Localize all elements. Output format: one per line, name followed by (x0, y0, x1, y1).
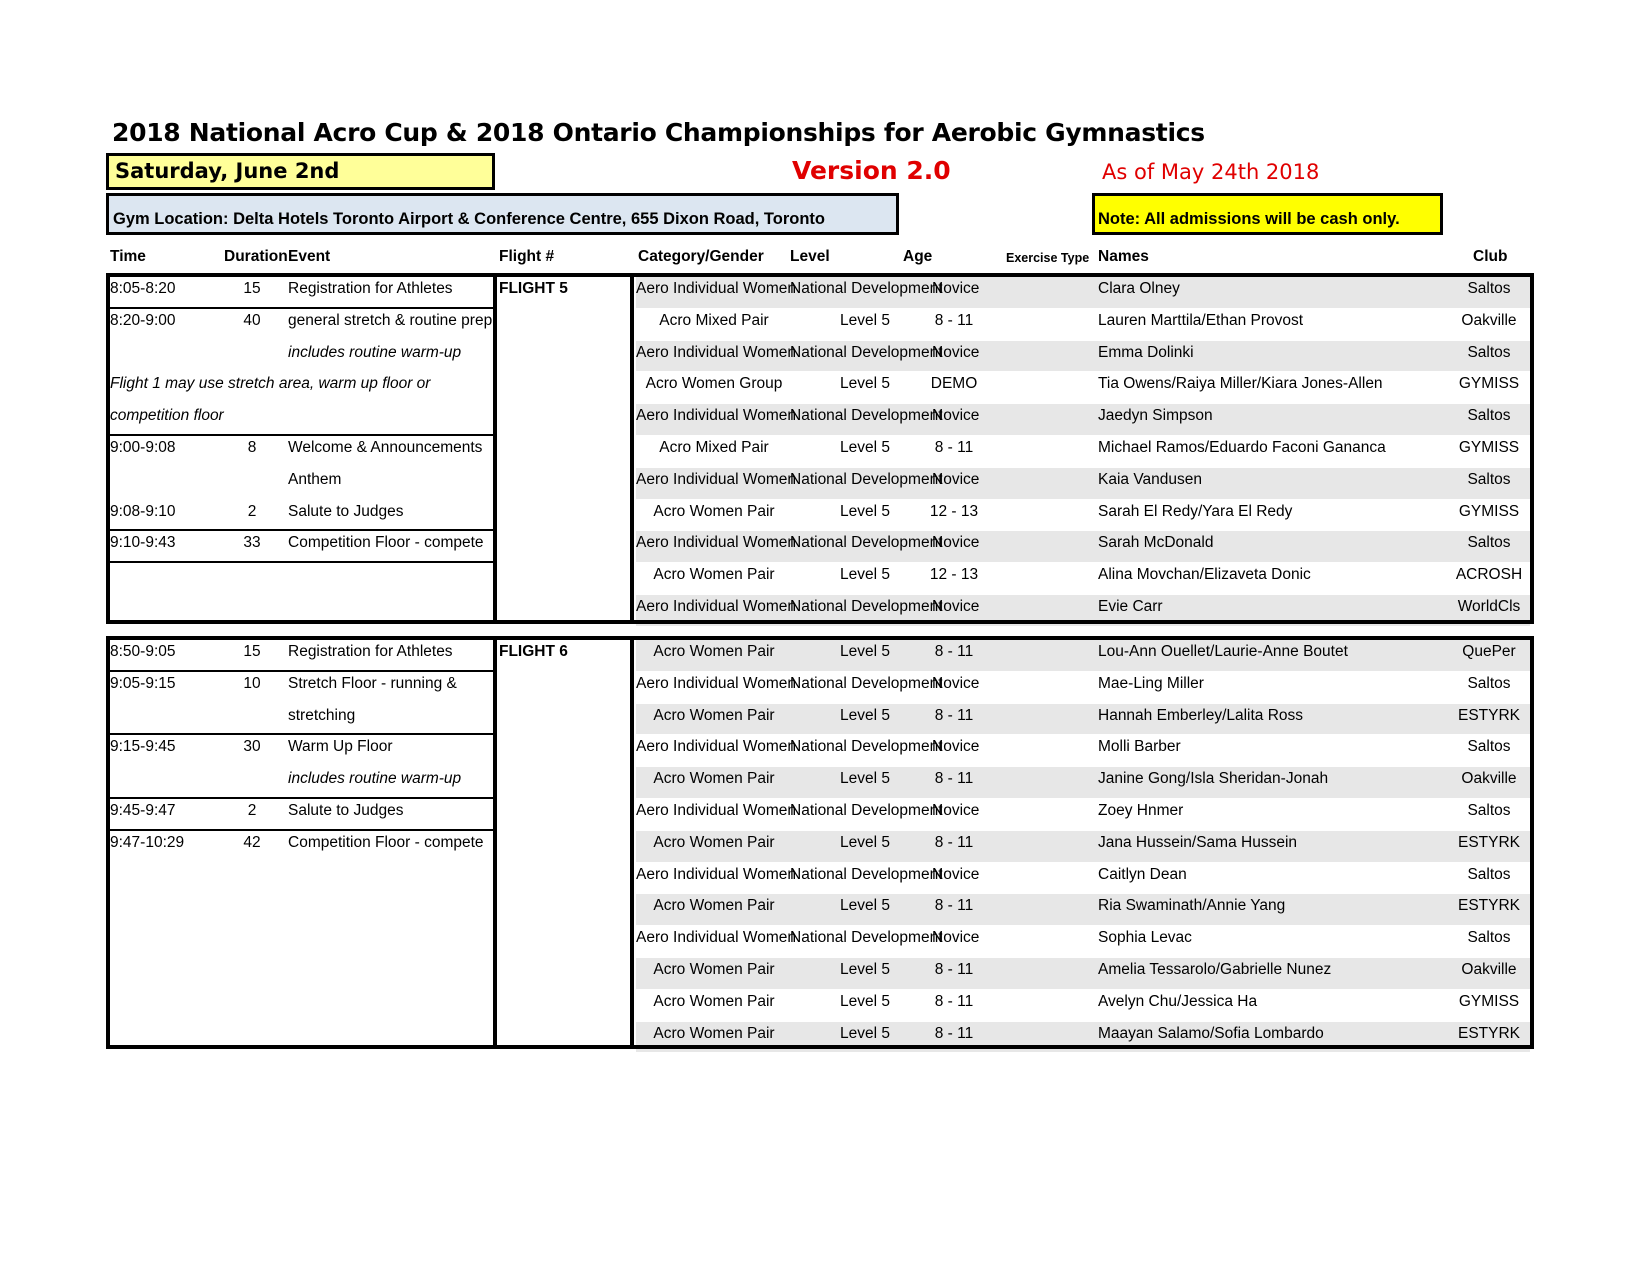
entry-club: Saltos (1467, 802, 1511, 819)
entry-club: Saltos (1467, 674, 1511, 692)
entry-age: 8 - 11 (934, 770, 974, 788)
entry-level: Level 5 (840, 706, 890, 724)
entry-level: Level 5 (840, 643, 890, 660)
entry-club: Saltos (1467, 407, 1511, 425)
entry-club: GYMISS (1458, 375, 1520, 393)
entry-category: Aero Individual Women (636, 929, 796, 947)
entry-age: 8 - 11 (934, 706, 974, 724)
entry-names: Janine Gong/Isla Sheridan-Jonah (1098, 770, 1329, 788)
entry-club: GYMISS (1458, 992, 1520, 1010)
schedule-note: Flight 1 may use stretch area, warm up floor or (110, 375, 431, 393)
schedule-time: 8:20-9:00 (110, 311, 176, 329)
header-category: Category/Gender (638, 248, 764, 265)
entry-names: Tia Owens/Raiya Miller/Kiara Jones-Allen (1098, 375, 1383, 393)
entry-level: National Development (790, 407, 943, 425)
schedule-event: includes routine warm-up (288, 343, 462, 361)
schedule-event: Competition Floor - compete (288, 534, 484, 552)
entry-category: Acro Women Pair (653, 770, 775, 788)
entry-club: ESTYRK (1457, 1024, 1520, 1042)
header-age: Age (903, 248, 933, 265)
entry-age: 8 - 11 (934, 1024, 974, 1042)
admission-note: Note: All admissions will be cash only. (1092, 193, 1443, 235)
schedule-separator (106, 733, 495, 735)
entry-names: Zoey Hnmer (1098, 802, 1184, 819)
entry-category: Aero Individual Women (636, 407, 796, 425)
entry-level: National Development (790, 929, 943, 947)
entry-club: Oakville (1461, 961, 1517, 978)
entry-level: National Development (790, 598, 943, 615)
entry-age: 12 - 13 (929, 566, 979, 584)
entry-category: Acro Women Pair (653, 992, 775, 1010)
entry-club: ACROSH (1455, 566, 1523, 584)
entry-level: Level 5 (840, 897, 890, 915)
entry-level: Level 5 (840, 566, 890, 584)
entry-names: Lauren Marttila/Ethan Provost (1098, 311, 1304, 329)
entry-level: National Development (790, 865, 943, 883)
entry-age: Novice (932, 343, 980, 361)
entry-names: Emma Dolinki (1098, 343, 1194, 361)
entry-names: Sarah McDonald (1098, 534, 1214, 552)
gym-location: Gym Location: Delta Hotels Toronto Airport & Conference Centre, 655 Dixon Road, Toronto (106, 193, 899, 235)
entry-club: Oakville (1461, 311, 1517, 329)
entry-names: Jaedyn Simpson (1098, 407, 1213, 425)
flight-label: FLIGHT 5 (499, 280, 568, 297)
entry-age: Novice (932, 865, 980, 883)
header-duration: Duration (224, 248, 288, 265)
schedule-event: Salute to Judges (288, 502, 404, 520)
entry-category: Aero Individual Women (636, 598, 796, 615)
entry-age: Novice (932, 534, 980, 552)
entry-age: Novice (932, 470, 980, 488)
entry-level: Level 5 (840, 502, 890, 520)
entry-club: Saltos (1467, 470, 1511, 488)
schedule-separator (106, 529, 495, 531)
header-level: Level (790, 248, 830, 265)
schedule-event: stretching (288, 706, 356, 724)
header-flight: Flight # (499, 248, 555, 265)
entry-names: Jana Hussein/Sama Hussein (1098, 833, 1298, 851)
entry-names: Ria Swaminath/Annie Yang (1098, 897, 1286, 915)
entry-club: ESTYRK (1457, 833, 1520, 851)
entry-club: Saltos (1467, 929, 1511, 947)
entry-club: ESTYRK (1457, 897, 1520, 915)
as-of-date: As of May 24th 2018 (1102, 160, 1320, 184)
header-club: Club (1473, 248, 1508, 265)
entry-level: Level 5 (840, 311, 890, 329)
header-exercise-type: Exercise Type (1006, 251, 1090, 265)
schedule-duration: 8 (247, 439, 257, 456)
schedule-separator (106, 829, 495, 831)
entry-category: Aero Individual Women (636, 674, 796, 692)
flight-label: FLIGHT 6 (499, 643, 568, 660)
header-event: Event (288, 248, 331, 265)
column-divider (630, 273, 634, 624)
header-names: Names (1098, 248, 1149, 265)
entry-level: National Development (790, 280, 943, 297)
schedule-event: Warm Up Floor (288, 738, 393, 756)
schedule-duration: 15 (243, 643, 261, 660)
schedule-duration: 15 (243, 280, 261, 297)
schedule-duration: 2 (247, 802, 257, 819)
schedule-time: 8:05-8:20 (110, 280, 176, 297)
entry-names: Mae-Ling Miller (1098, 674, 1204, 692)
schedule-time: 9:00-9:08 (110, 439, 176, 456)
schedule-time: 9:05-9:15 (110, 674, 176, 692)
entry-age: 8 - 11 (934, 643, 974, 660)
schedule-event: Salute to Judges (288, 802, 404, 819)
entry-level: Level 5 (840, 1024, 890, 1042)
entry-names: Sarah El Redy/Yara El Redy (1098, 502, 1293, 520)
entry-category: Acro Women Pair (653, 643, 775, 660)
entry-names: Molli Barber (1098, 738, 1181, 756)
entry-club: WorldCls (1457, 598, 1521, 615)
entry-level: National Development (790, 534, 943, 552)
entry-names: Caitlyn Dean (1098, 865, 1187, 883)
entry-names: Lou-Ann Ouellet/Laurie-Anne Boutet (1098, 643, 1348, 660)
entry-category: Acro Mixed Pair (659, 439, 769, 456)
schedule-duration: 40 (243, 311, 261, 329)
schedule-separator (106, 307, 495, 309)
entry-category: Acro Women Pair (653, 961, 775, 978)
schedule-time: 9:47-10:29 (110, 833, 185, 851)
entry-age: Novice (932, 674, 980, 692)
entry-club: Saltos (1467, 280, 1511, 297)
schedule-duration: 42 (243, 833, 261, 851)
entry-category: Acro Women Pair (653, 566, 775, 584)
entry-category: Acro Mixed Pair (659, 311, 769, 329)
schedule-time: 9:08-9:10 (110, 502, 176, 520)
entry-level: National Development (790, 738, 943, 756)
entry-names: Michael Ramos/Eduardo Faconi Gananca (1098, 439, 1386, 456)
entry-club: GYMISS (1458, 502, 1520, 520)
event-date: Saturday, June 2nd (106, 153, 495, 190)
schedule-duration: 2 (247, 502, 257, 520)
entry-age: Novice (932, 280, 980, 297)
column-divider (630, 636, 634, 1049)
entry-age: 12 - 13 (929, 502, 979, 520)
entry-age: 8 - 11 (934, 439, 974, 456)
schedule-event: Registration for Athletes (288, 280, 453, 297)
header-time: Time (110, 248, 146, 265)
entry-category: Aero Individual Women (636, 802, 796, 819)
entry-level: National Development (790, 470, 943, 488)
entry-category: Aero Individual Women (636, 280, 796, 297)
entry-names: Avelyn Chu/Jessica Ha (1098, 992, 1258, 1010)
entry-names: Alina Movchan/Elizaveta Donic (1098, 566, 1311, 584)
entry-names: Kaia Vandusen (1098, 470, 1202, 488)
entry-category: Acro Women Pair (653, 502, 775, 520)
schedule-time: 8:50-9:05 (110, 643, 176, 660)
entry-age: Novice (932, 407, 980, 425)
entry-category: Aero Individual Women (636, 470, 796, 488)
entry-age: 8 - 11 (934, 897, 974, 915)
column-divider (493, 273, 497, 624)
schedule-separator (106, 670, 495, 672)
entry-club: ESTYRK (1457, 706, 1520, 724)
entry-category: Aero Individual Women (636, 534, 796, 552)
schedule-duration: 10 (243, 674, 261, 692)
schedule-note: competition floor (110, 407, 224, 425)
entry-names: Maayan Salamo/Sofia Lombardo (1098, 1024, 1324, 1042)
entry-age: Novice (932, 738, 980, 756)
entry-category: Acro Women Pair (653, 833, 775, 851)
entry-names: Clara Olney (1098, 280, 1180, 297)
entry-age: Novice (932, 802, 980, 819)
schedule-separator (106, 561, 495, 563)
schedule-event: Registration for Athletes (288, 643, 453, 660)
version-label: Version 2.0 (792, 156, 951, 185)
entry-club: Saltos (1467, 343, 1511, 361)
schedule-event: Anthem (288, 470, 342, 488)
schedule-event: Welcome & Announcements (288, 439, 483, 456)
entry-names: Evie Carr (1098, 598, 1163, 615)
entry-names: Amelia Tessarolo/Gabrielle Nunez (1098, 961, 1332, 978)
entry-age: 8 - 11 (934, 961, 974, 978)
entry-category: Aero Individual Women (636, 865, 796, 883)
entry-age: Novice (932, 598, 980, 615)
entry-category: Acro Women Group (645, 375, 783, 393)
entry-club: Saltos (1467, 738, 1511, 756)
schedule-event: Competition Floor - compete (288, 833, 484, 851)
entry-names: Hannah Emberley/Lalita Ross (1098, 706, 1304, 724)
schedule-event: Stretch Floor - running & (288, 674, 457, 692)
entry-club: GYMISS (1458, 439, 1520, 456)
schedule-duration: 33 (243, 534, 261, 552)
entry-names: Sophia Levac (1098, 929, 1192, 947)
entry-category: Acro Women Pair (653, 706, 775, 724)
page-title: 2018 National Acro Cup & 2018 Ontario Championships for Aerobic Gymnastics (112, 118, 1205, 147)
entry-level: National Development (790, 802, 943, 819)
entry-level: Level 5 (840, 375, 890, 393)
schedule-event: includes routine warm-up (288, 770, 462, 788)
schedule-separator (106, 434, 495, 436)
schedule-time: 9:15-9:45 (110, 738, 176, 756)
schedule-time: 9:10-9:43 (110, 534, 176, 552)
entry-category: Aero Individual Women (636, 343, 796, 361)
entry-level: Level 5 (840, 833, 890, 851)
entry-level: National Development (790, 674, 943, 692)
entry-club: Saltos (1467, 534, 1511, 552)
entry-level: National Development (790, 343, 943, 361)
entry-age: 8 - 11 (934, 311, 974, 329)
entry-level: Level 5 (840, 961, 890, 978)
entry-age: DEMO (930, 375, 978, 393)
entry-category: Acro Women Pair (653, 1024, 775, 1042)
entry-level: Level 5 (840, 770, 890, 788)
entry-age: 8 - 11 (934, 833, 974, 851)
entry-level: Level 5 (840, 439, 890, 456)
schedule-event: general stretch & routine prep (288, 311, 493, 329)
entry-level: Level 5 (840, 992, 890, 1010)
entry-club: QuePer (1462, 643, 1516, 660)
schedule-duration: 30 (243, 738, 261, 756)
entry-age: 8 - 11 (934, 992, 974, 1010)
entry-category: Aero Individual Women (636, 738, 796, 756)
entry-club: Oakville (1461, 770, 1517, 788)
schedule-time: 9:45-9:47 (110, 802, 176, 819)
entry-age: Novice (932, 929, 980, 947)
entry-category: Acro Women Pair (653, 897, 775, 915)
column-divider (493, 636, 497, 1049)
entry-club: Saltos (1467, 865, 1511, 883)
schedule-separator (106, 797, 495, 799)
